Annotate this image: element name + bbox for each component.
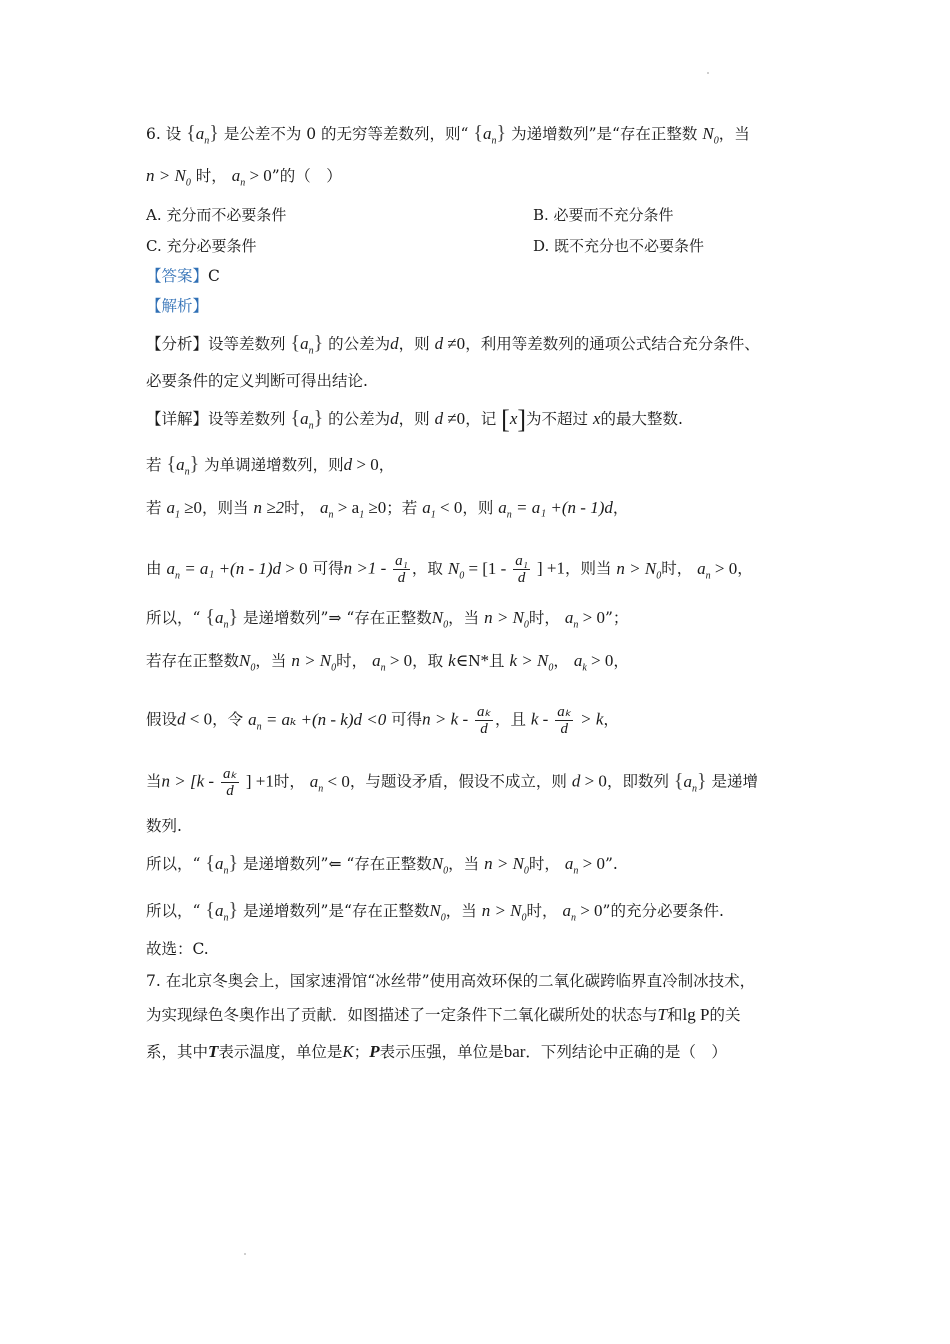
reason-line-2: 若 $a_1 \ge 0$，则当 n ≥2时， $a_n > a_1 \ge 0$；若 $a_1 < 0$，则 $a_n = a_1 +(n - 1)d$， [146, 498, 629, 521]
scan-dot [244, 1253, 246, 1255]
option-d[interactable]: D. 既不充分也不必要条件 [533, 237, 705, 255]
fenxi-line2: 必要条件的定义判断可得出结论. [146, 372, 368, 390]
xiangjie-line: 【详解】设等差数列 $\{a_n\}$ 的公差为d，则 d ≠0，记 [x]为不超过 x的最大整数. [146, 405, 683, 435]
q7-line1: 7. 在北京冬奥会上，国家速滑馆“冰丝带”使用高效环保的二氧化碳跨临界直冷制冰技术， [146, 972, 756, 990]
reason-line-7: 当n > [k - $\frac{\text{aₖ}}{d}$ ] +1时， $a_n < 0$，与题设矛盾，假设不成立，则 d > 0，即数列 $\{a_n\}$ 是递增 [146, 766, 759, 799]
option-a[interactable]: A. 充分而不必要条件 [146, 206, 287, 224]
seq-an: $\{a_n\}$ [473, 122, 507, 147]
cond-an-gt-0: $a_n > 0$ [231, 166, 272, 189]
answer-line [146, 265, 220, 287]
reason-line-5: 若存在正整数$N_0$，当 $n > N_0$时， $a_n > 0$，取 k∈N*且 $k > N_0$， $a_k > 0$， [146, 651, 629, 674]
analysis-tag: 【解析】 [146, 297, 209, 315]
q6-stem-line1: 6. 设 $\{a_n\}$ 是公差不为 0 的无穷等差数列，则“ $\{a_n\}$ 为递增数列”是“存在正整数 $N_0$，当 [146, 122, 750, 147]
reason-line-1: 若 $\{a_n\}$ 为单调递增数列，则d > 0， [146, 453, 395, 478]
answer-value: C [208, 267, 220, 285]
option-c[interactable]: C. 充分必要条件 [146, 237, 257, 255]
reason-line-4: 所以，“ $\{a_n\}$ 是递增数列”⇒ “存在正整数$N_0$，当 $n > N_0$时， $a_n > 0$”； [146, 606, 629, 631]
reason-line-7b: 数列. [146, 817, 182, 835]
reason-line-9: 所以，“ $\{a_n\}$ 是递增数列”是“存在正整数$N_0$，当 $n > N_0$时， $a_n > 0$”的充分必要条件. [146, 899, 724, 924]
q7-line3: 系，其中T表示温度，单位是K；P表示压强，单位是bar．下列结论中正确的是（ ） [146, 1042, 727, 1061]
option-b[interactable]: B. 必要而不充分条件 [533, 206, 674, 224]
n0-symbol: $N_0$ [702, 124, 719, 147]
q6-stem-line2: $n > N_0$ 时， $a_n > 0$”的（ ） [146, 166, 342, 189]
scan-dot [707, 72, 709, 74]
fenxi-line1: 【分析】设等差数列 $\{a_n\}$ 的公差为d，则 d ≠0，利用等差数列的通项公式结合充分条件、 [146, 332, 760, 357]
seq-an: $\{a_n\}$ [186, 122, 219, 147]
reason-line-6: 假设d < 0，令 $a_n = a_k +(n - k)d <0$ 可得n > k - $\frac{\text{aₖ}}{d}$ ，且 k - $\frac{\text{aₖ}}{d}$ > k， [146, 704, 619, 737]
conclusion-line: 故选：C. [146, 940, 209, 958]
answer-tag: 【答案】 [146, 267, 209, 285]
reason-line-3: 由 $a_n = a_1 +(n - 1)d > 0$ 可得n >1 - $\frac{\text{a₁}}{d}$ ，取 $N_0 = [1$ - $\frac{\text{a₁}}{d}$ ] +1，则当 $n > N_0$时， $a_n > 0$， [146, 553, 753, 586]
reason-line-8: 所以，“ $\{a_n\}$ 是递增数列”⇐ “存在正整数$N_0$，当 $n > N_0$时， $a_n > 0$”. [146, 852, 618, 877]
cond-n-gt-n0: $n > N_0$ [146, 166, 191, 189]
q7-line2: 为实现绿色冬奥作出了贡献．如图描述了一定条件下二氧化碳所处的状态与T和lg P的关 [146, 1005, 741, 1024]
